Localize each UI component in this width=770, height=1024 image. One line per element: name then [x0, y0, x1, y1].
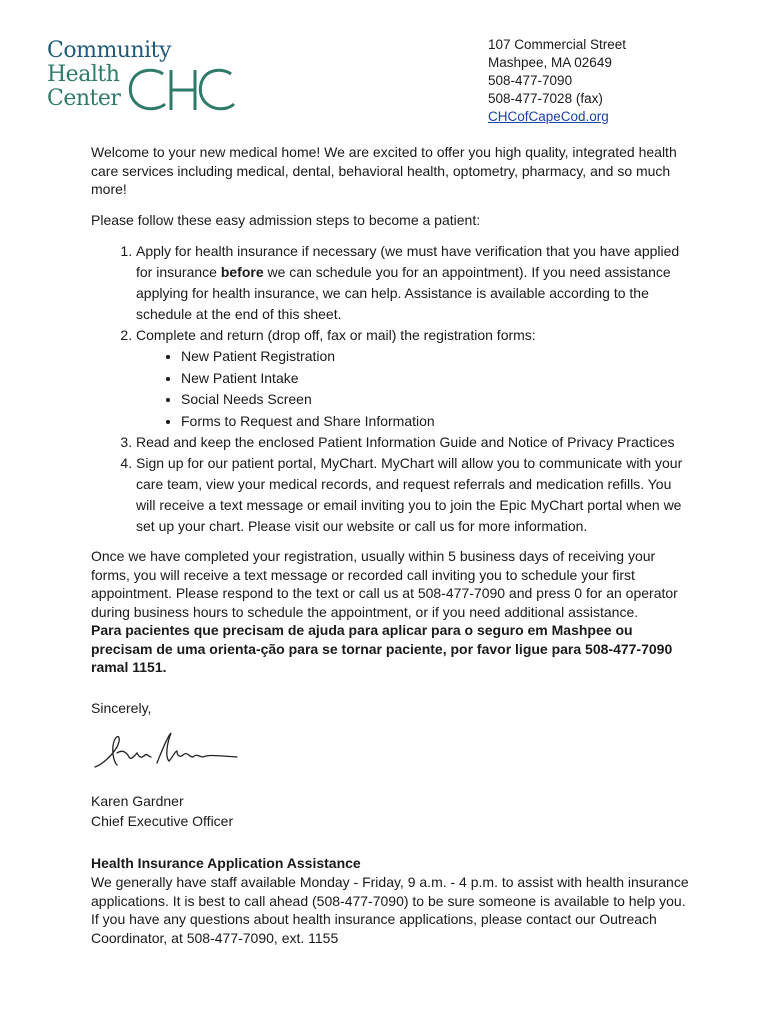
form-item: • Social Needs Screen — [181, 389, 691, 411]
logo-word-community: Community — [47, 38, 171, 63]
chc-monogram-icon — [127, 66, 237, 114]
logo-word-center: Center — [47, 86, 121, 111]
address-block — [488, 36, 626, 126]
step-1 — [136, 241, 691, 325]
portuguese-notice: Para pacientes que precisam de ajuda para aplicar para o seguro em Mashpee ou precisam de uma orienta-ção para se tornar paciente, por favor ligue para 508-477-7090 ramal 1151. — [91, 622, 673, 675]
logo-word-health: Health — [47, 62, 120, 87]
form-item: • Forms to Request and Share Information — [181, 411, 691, 433]
step-1-text-a: Apply for health insurance if necessary (we must have verification that you have applied for insurance — [136, 243, 680, 280]
step-3: 3. Read and keep the enclosed Patient Information Guide and Notice of Privacy Practices — [136, 432, 691, 453]
registration-forms-list — [136, 346, 691, 432]
step-1-text-b: we can schedule you for an appointment). If you need assistance applying for health insurance, we can help. Assistance is available according to the schedule at the end of this sheet. — [136, 264, 671, 322]
signer-block — [91, 791, 691, 831]
address-city: Mashpee, MA 02649 — [488, 55, 612, 70]
registration-followup: Once we have completed your registration, usually within 5 business days of receiving your forms, you will receive a text message or recorded call inviting you to schedule your first appointment. Please respond to the text or call us at 508-477-7090 and press 0 for an operator during business hours to schedule the appointment, or if you need additional assistance. — [91, 548, 678, 620]
website-link[interactable]: CHCofCapeCod.org — [488, 109, 609, 124]
address-phone: 508-477-7090 — [488, 73, 573, 88]
address-street: 107 Commercial Street — [488, 37, 627, 52]
step-2-text: Complete and return (drop off, fax or mail) the registration forms: — [136, 327, 536, 343]
step-4: 4. Sign up for our patient portal, MyChart. MyChart will allow you to communicate with your care team, view your medical records, and request referrals and medication refills. You will receive a text message or email inviting you to join the Epic MyChart portal when we set up your chart. Please visit our website or call us for more information. — [136, 453, 691, 537]
assistance-heading: Health Insurance Application Assistance — [91, 855, 361, 871]
address-fax: 508-477-7028 (fax) — [488, 91, 603, 106]
step-1-emphasis: before — [220, 264, 264, 280]
admission-steps — [91, 241, 691, 537]
intro-paragraph: Welcome to your new medical home! We are excited to offer you high quality, integrated health care services including medical, dental, behavioral health, optometry, pharmacy, and so much more! — [91, 144, 677, 197]
form-item: • New Patient Registration — [181, 346, 691, 368]
letter-body — [91, 143, 691, 947]
assistance-body: We generally have staff available Monday - Friday, 9 a.m. - 4 p.m. to assist with health insurance applications. It is best to call ahead (508-477-7090) to be sure someone is available to help you. If you have any questions about health insurance applications, please contact our Outreach Coordinator, at 508-477-7090, ext. 1155 — [91, 874, 689, 946]
step-2 — [136, 325, 691, 432]
steps-lead: Please follow these easy admission steps to become a patient: — [91, 211, 481, 228]
form-item: • New Patient Intake — [181, 368, 691, 390]
signer-name: Karen Gardner — [91, 793, 184, 809]
signer-title: Chief Executive Officer — [91, 813, 234, 829]
chc-logo — [45, 36, 245, 116]
closing: Sincerely, — [91, 699, 152, 716]
handwritten-signature — [91, 727, 241, 773]
